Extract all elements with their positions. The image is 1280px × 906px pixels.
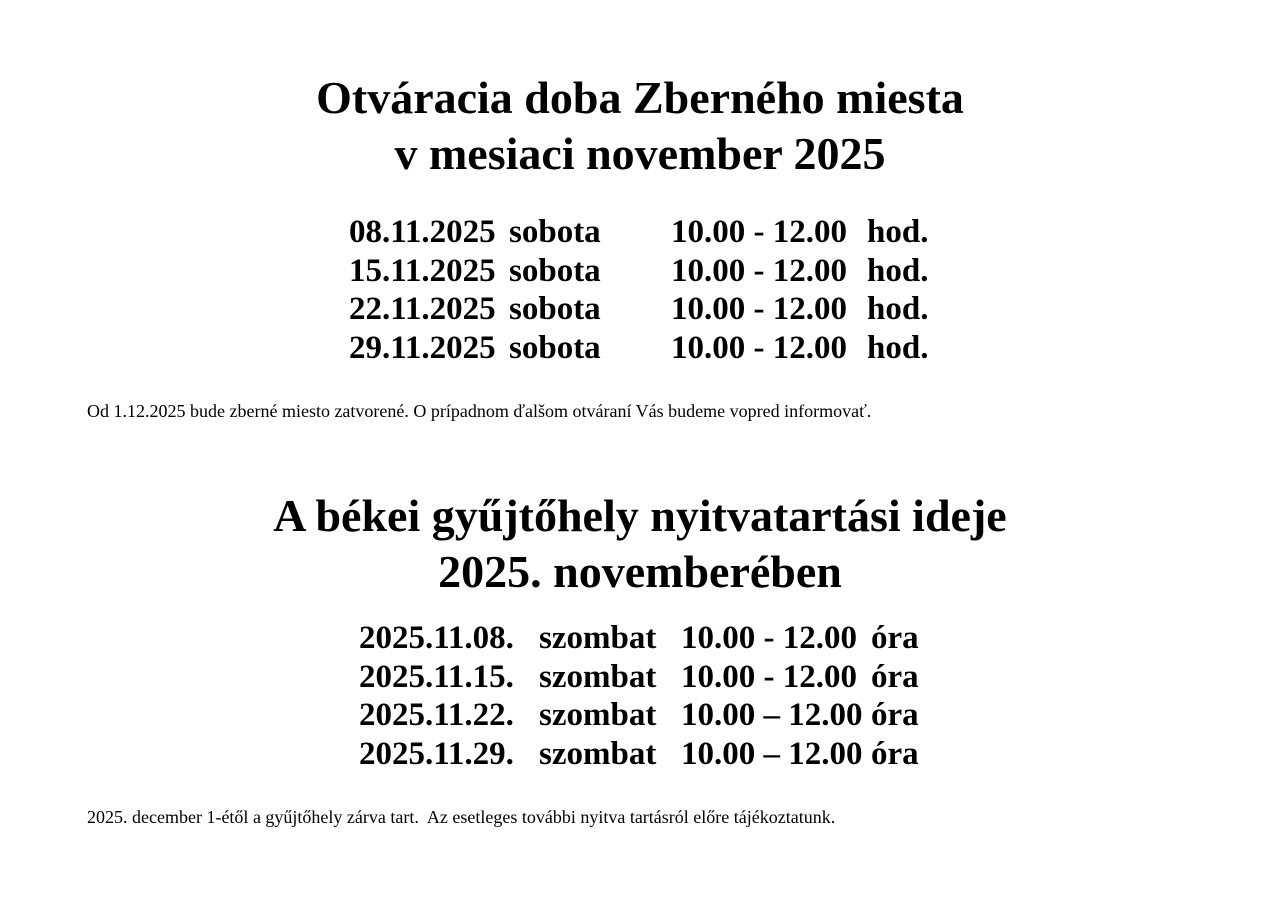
schedule-date: 22.11.2025 bbox=[349, 291, 496, 328]
schedule-time: 10.00 - 12.00 bbox=[681, 620, 857, 656]
schedule-date: 2025.11.29. bbox=[359, 735, 514, 772]
schedule-row bbox=[0, 329, 1280, 368]
hungarian-title-line2: 2025. novemberében bbox=[438, 546, 842, 597]
schedule-row bbox=[0, 696, 1280, 735]
schedule-row bbox=[0, 213, 1280, 252]
schedule-time: 10.00 - 12.00 bbox=[671, 214, 847, 250]
slovak-schedule-list bbox=[0, 213, 1280, 367]
slovak-title-line2: v mesiaci november 2025 bbox=[394, 128, 886, 179]
schedule-time: 10.00 - 12.00 bbox=[681, 658, 857, 695]
schedule-unit: óra bbox=[871, 735, 919, 772]
hungarian-closing-note: 2025. december 1-étől a gyűjtőhely zárva tart. Az esetleges további nyitva tartásról előre tájékoztatunk. bbox=[87, 807, 836, 827]
schedule-unit: hod. bbox=[867, 329, 929, 366]
schedule-day: sobota bbox=[509, 214, 601, 250]
slovak-closing-note: Od 1.12.2025 bude zberné miesto zatvorené. O prípadnom ďalšom otváraní Vás budeme vopred informovať. bbox=[87, 401, 872, 421]
schedule-day: szombat bbox=[539, 697, 657, 734]
schedule-time: 10.00 – 12.00 bbox=[681, 735, 863, 772]
schedule-unit: óra bbox=[871, 658, 919, 695]
schedule-day: szombat bbox=[539, 620, 657, 656]
schedule-unit: hod. bbox=[867, 252, 929, 289]
schedule-time: 10.00 - 12.00 bbox=[671, 329, 847, 366]
schedule-date: 08.11.2025 bbox=[349, 214, 496, 250]
schedule-date: 2025.11.15. bbox=[359, 658, 514, 695]
schedule-unit: hod. bbox=[867, 214, 929, 250]
hungarian-title bbox=[0, 488, 1280, 600]
schedule-date: 29.11.2025 bbox=[349, 329, 496, 366]
schedule-day: sobota bbox=[509, 252, 601, 289]
slovak-title bbox=[0, 70, 1280, 182]
schedule-unit: óra bbox=[871, 620, 919, 656]
schedule-time: 10.00 – 12.00 bbox=[681, 697, 863, 734]
schedule-row bbox=[0, 290, 1280, 329]
schedule-day: sobota bbox=[509, 291, 601, 328]
schedule-day: sobota bbox=[509, 329, 601, 366]
schedule-row bbox=[0, 252, 1280, 291]
schedule-date: 2025.11.08. bbox=[359, 620, 514, 656]
schedule-day: szombat bbox=[539, 735, 657, 772]
schedule-time: 10.00 - 12.00 bbox=[671, 252, 847, 289]
schedule-time: 10.00 - 12.00 bbox=[671, 291, 847, 328]
hungarian-schedule-list bbox=[0, 619, 1280, 773]
schedule-day: szombat bbox=[539, 658, 657, 695]
schedule-row bbox=[0, 658, 1280, 697]
schedule-date: 2025.11.22. bbox=[359, 697, 514, 734]
slovak-title-line1: Otváracia doba Zberného miesta bbox=[316, 72, 964, 123]
schedule-row bbox=[0, 619, 1280, 658]
schedule-unit: hod. bbox=[867, 291, 929, 328]
schedule-unit: óra bbox=[871, 697, 919, 734]
schedule-date: 15.11.2025 bbox=[349, 252, 496, 289]
hungarian-title-line1: A békei gyűjtőhely nyitvatartási ideje bbox=[273, 490, 1007, 541]
schedule-row bbox=[0, 735, 1280, 774]
